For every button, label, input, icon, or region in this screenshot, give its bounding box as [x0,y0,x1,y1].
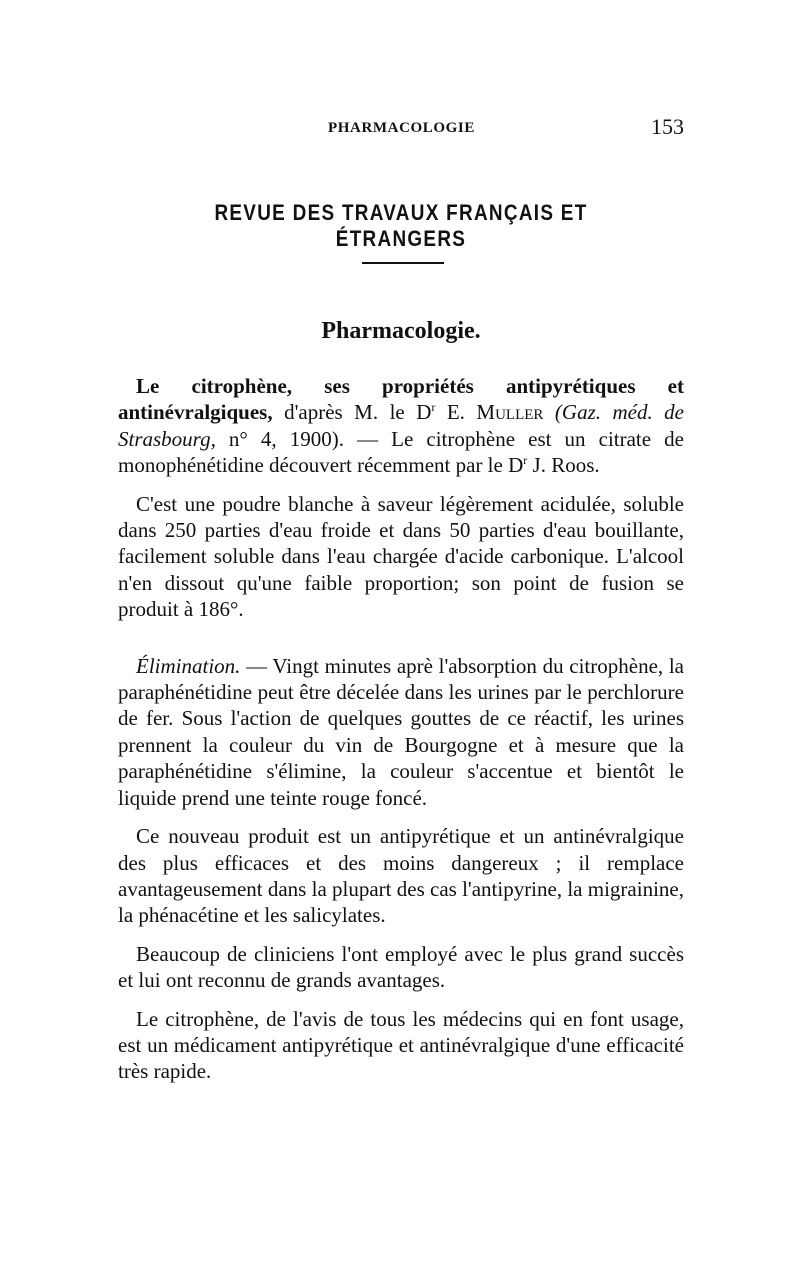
paragraph-description: C'est une poudre blanche à saveur légèrement acidulée, soluble dans 250 parties d'eau froide et dans 50 parties d'eau bouillante, facilement soluble dans l'eau chargée d'acide carbonique. L'alcool n'en dissout qu'une faible proportion; son point de fusion se produit à 186°. [118,491,684,622]
article-title: Le citrophène, ses propriétés antipyrétiques et antinévralgiques, [118,374,684,425]
divider-rule [362,262,444,264]
paragraph-elimination [118,653,684,811]
article-body [118,373,684,1085]
byline-initial: E. [446,400,465,425]
section-title: REVUE DES TRAVAUX FRANÇAIS ET ÉTRANGERS [214,200,588,251]
running-head [118,112,684,142]
paragraph-clinicians: Beaucoup de cliniciens l'ont employé avec le plus grand succès et lui ont reconnu de grands avantages. [118,941,684,993]
paragraph-conclusion: Le citrophène, de l'avis de tous les médecins qui en font usage, est un médicament antipyrétique et antinévralgique d'une efficacité très rapide. [118,1006,684,1084]
source-tail: n° 4, 1900). — Le citrophène est un citrate de monophénétidine découvert récemment par le D [118,426,684,478]
byline-sup: r [431,400,436,415]
author-name: Muller [476,400,544,425]
elimination-heading: Élimination. [136,653,241,678]
elimination-text: — Vingt minutes aprè l'absorption du citrophène, la paraphénétidine peut être décelée dans les urines par le perchlorure de fer. Sous l'action de quelques gouttes de ce réactif, les urines prennent la couleur du vin de Bourgogne et à mesure que la paraphénétidine s'élimine, la couleur s'accentue et bientôt le liquide prend une teinte rouge foncé. [118,653,684,810]
source-tail-end: J. Roos. [532,453,600,478]
source-tail-sup: r [523,453,528,468]
source-citation: (Gaz. méd. de Strasbourg, [118,400,685,451]
subsection-title: Pharmacologie. [321,318,481,344]
byline-prefix: d'après M. le D [284,400,432,425]
article-intro [118,373,684,479]
paragraph-efficacy: Ce nouveau produit est un antipyrétique et un antinévralgique des plus efficaces et des moins dangereux ; il remplace avantageusement dans la plupart des cas l'antipyrine, la migrainine, la phénacétine et les salicylates. [118,824,684,928]
page-number: 153 [651,114,684,139]
running-title: PHARMACOLOGIE [328,120,475,136]
